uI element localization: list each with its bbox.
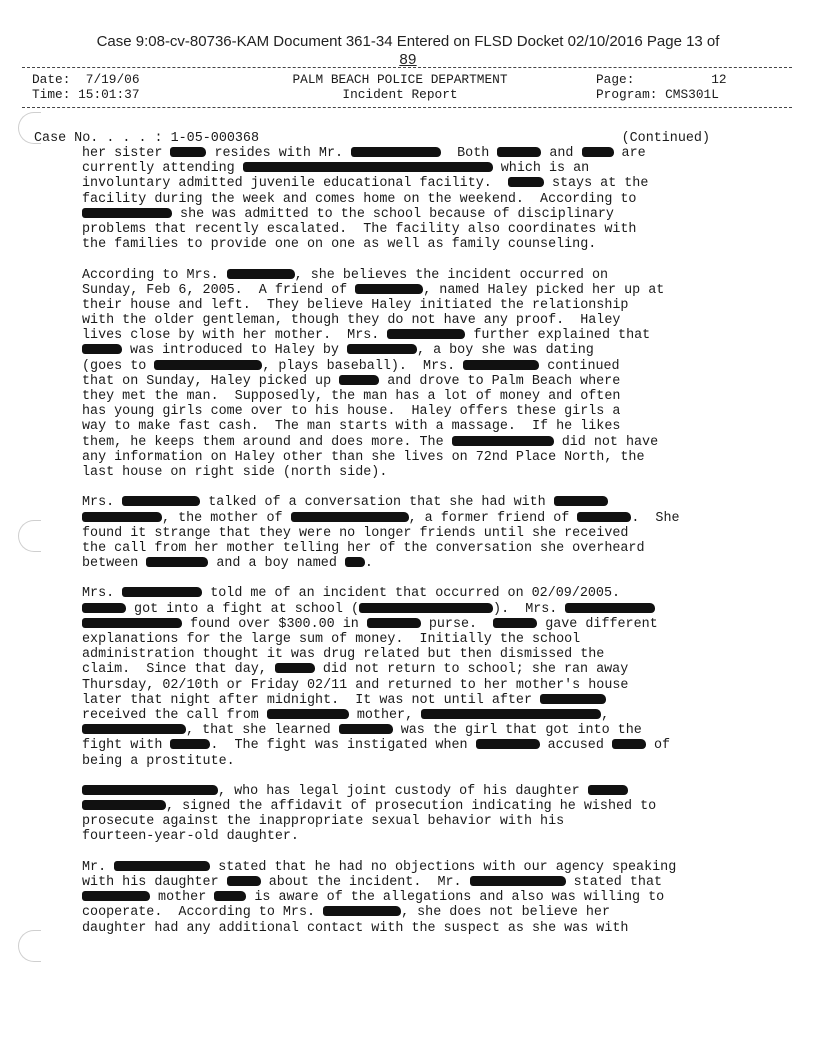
narrative-line — [82, 343, 762, 358]
narrative-line — [82, 313, 762, 328]
redaction-bar — [554, 496, 608, 506]
text-run: told me of an incident that occurred on 02/09/2005. — [202, 586, 621, 602]
redaction-bar — [82, 618, 182, 628]
narrative-line — [82, 860, 762, 875]
text-run: administration thought it was drug related but then dismissed the — [82, 647, 605, 663]
report-date-time — [32, 72, 140, 102]
narrative-line — [82, 723, 762, 738]
narrative-line — [82, 754, 762, 769]
page-number: 12 — [711, 72, 727, 87]
redaction-bar — [497, 147, 541, 157]
redaction-bar — [387, 329, 465, 339]
text-run: mother — [150, 890, 215, 906]
text-run: found it strange that they were no longer friends until she received — [82, 525, 629, 541]
narrative-line — [82, 693, 762, 708]
text-run: further explained that — [465, 328, 651, 344]
redaction-bar — [227, 876, 261, 886]
redaction-bar — [339, 724, 393, 734]
text-run: the call from her mother telling her of the conversation she overheard — [82, 540, 645, 556]
date-label: Date: — [32, 72, 71, 87]
narrative-line — [82, 662, 762, 677]
redaction-bar — [582, 147, 614, 157]
text-run: , she does not believe her — [401, 905, 611, 921]
redaction-bar — [565, 603, 655, 613]
narrative-line — [82, 556, 762, 571]
narrative-line — [82, 799, 762, 814]
text-run: and — [541, 146, 582, 161]
narrative-line — [82, 495, 762, 510]
narrative-line — [82, 419, 762, 434]
redaction-bar — [82, 724, 186, 734]
redaction-bar — [82, 344, 122, 354]
header-bottom-rule — [22, 107, 792, 108]
text-run: purse. — [420, 616, 494, 632]
redaction-bar — [345, 557, 365, 567]
text-run: last house on right side (north side). — [82, 464, 388, 480]
paragraph-gap — [82, 845, 762, 860]
text-run: claim. Since that day, — [82, 662, 275, 678]
narrative-line — [82, 617, 762, 632]
program-value: CMS301L — [665, 87, 719, 102]
court-filing-header — [0, 33, 816, 69]
narrative-line — [82, 268, 762, 283]
text-run: resides with Mr. — [206, 146, 352, 161]
text-run: was introduced to Haley by — [122, 343, 347, 359]
narrative-line — [82, 647, 762, 662]
report-narrative — [82, 146, 762, 936]
text-run: explanations for the large sum of money. Initially the school — [82, 632, 581, 647]
text-run: , that she learned — [186, 723, 339, 739]
text-run: , a boy she was dating — [417, 343, 594, 359]
text-run: she was admitted to the school because of disciplinary — [172, 206, 614, 222]
text-run: . The fight was instigated when — [210, 738, 476, 754]
continued-label: (Continued) — [621, 131, 710, 146]
narrative-line — [82, 161, 762, 176]
narrative-paragraph — [82, 495, 762, 571]
text-run: is aware of the allegations and also was willing to — [246, 890, 665, 906]
text-run: involuntary admitted juvenile educational facility. — [82, 176, 508, 192]
narrative-line — [82, 435, 762, 450]
narrative-line — [82, 192, 762, 207]
redaction-bar — [463, 360, 539, 370]
time-label: Time: — [32, 87, 71, 102]
text-run: has young girls come over to his house. Haley offers these girls a — [82, 404, 621, 420]
filing-header-total-pages: 89 — [399, 51, 417, 68]
text-run: , named Haley picked her up at — [423, 282, 665, 298]
text-run: gave different — [537, 616, 658, 632]
redaction-bar — [82, 891, 150, 901]
text-run: (goes to — [82, 358, 155, 374]
text-run: Thursday, 02/10th or Friday 02/11 and returned to her mother's house — [82, 677, 629, 693]
narrative-line — [82, 678, 762, 693]
text-run: their house and left. They believe Haley initiated the relationship — [82, 297, 629, 313]
text-run: Mrs. — [82, 495, 123, 511]
narrative-line — [82, 602, 762, 617]
text-run: fight with — [82, 738, 171, 754]
text-run: prosecute against the inappropriate sexual behavior with his — [82, 814, 565, 830]
narrative-paragraph — [82, 860, 762, 936]
narrative-line — [82, 283, 762, 298]
narrative-line — [82, 905, 762, 920]
narrative-line — [82, 875, 762, 890]
redaction-bar — [214, 891, 246, 901]
narrative-line — [82, 890, 762, 905]
case-number: Case No. . . . : 1-05-000368 — [34, 131, 259, 146]
text-run: them, he keeps them around and does more. The — [82, 434, 452, 450]
redaction-bar — [114, 861, 210, 871]
text-run: , who has legal joint custody of his daughter — [218, 783, 588, 799]
redaction-bar — [82, 785, 218, 795]
header-top-rule — [22, 67, 792, 68]
paragraph-gap — [82, 252, 762, 267]
text-run: that on Sunday, Haley picked up — [82, 373, 340, 389]
redaction-bar — [243, 162, 493, 172]
page-label: Page: — [596, 72, 635, 87]
narrative-line — [82, 298, 762, 313]
text-run: fourteen-year-old daughter. — [82, 829, 299, 845]
text-run: stated that — [565, 875, 663, 890]
punch-hole-middle — [18, 520, 41, 552]
text-run: later that night after midnight. It was not until after — [82, 692, 541, 708]
text-run: According to Mrs. — [82, 267, 227, 283]
text-run: stated that he had no objections with our agency speaking — [210, 859, 677, 875]
redaction-bar — [323, 906, 401, 916]
date-value: 7/19/06 — [85, 72, 140, 87]
text-run: Sunday, Feb 6, 2005. A friend of — [82, 282, 356, 298]
text-run: . — [364, 556, 373, 572]
redaction-bar — [347, 344, 417, 354]
text-run: received the call from — [82, 707, 267, 723]
text-run: , a former friend of — [408, 510, 578, 526]
case-number-line — [34, 131, 714, 146]
redaction-bar — [355, 284, 423, 294]
text-run: continued — [539, 358, 620, 374]
text-run: was the girl that got into the — [392, 723, 642, 739]
time-value: 15:01:37 — [78, 87, 140, 102]
redaction-bar — [367, 618, 421, 628]
redaction-bar — [82, 800, 166, 810]
text-run: accused — [539, 738, 612, 754]
redaction-bar — [122, 587, 202, 597]
narrative-line — [82, 237, 762, 252]
text-run: . She — [631, 510, 680, 526]
narrative-paragraph — [82, 268, 762, 481]
punch-hole-bottom — [18, 930, 41, 962]
narrative-line — [82, 738, 762, 753]
text-run: Mrs. — [82, 586, 123, 602]
redaction-bar — [612, 739, 646, 749]
narrative-line — [82, 176, 762, 191]
text-run: stays at the — [543, 176, 649, 192]
redaction-bar — [267, 709, 349, 719]
redaction-bar — [82, 512, 162, 522]
redaction-bar — [227, 269, 295, 279]
redaction-bar — [588, 785, 628, 795]
text-run: got into a fight at school ( — [126, 601, 360, 617]
text-run: did not return to school; she ran away — [314, 662, 629, 678]
text-run: the families to provide one on one as well as family counseling. — [82, 237, 597, 253]
text-run: found over $300.00 in — [182, 616, 367, 632]
text-run: being a prostitute. — [82, 753, 235, 769]
redaction-bar — [275, 663, 315, 673]
redaction-bar — [170, 739, 210, 749]
narrative-line — [82, 328, 762, 343]
narrative-line — [82, 450, 762, 465]
redaction-bar — [359, 603, 493, 613]
narrative-line — [82, 708, 762, 723]
paragraph-gap — [82, 571, 762, 586]
text-run: daughter had any additional contact with the suspect as she was with — [82, 920, 629, 936]
text-run: did not have — [553, 434, 659, 450]
redaction-bar — [82, 208, 172, 218]
narrative-line — [82, 146, 762, 161]
text-run: between — [82, 556, 147, 572]
text-run: which is an — [492, 161, 590, 177]
text-run: , signed the affidavit of prosecution indicating he wished to — [166, 799, 657, 815]
text-run: currently attending — [82, 161, 243, 177]
text-run: her sister — [82, 146, 171, 161]
narrative-line — [82, 389, 762, 404]
report-agency-block — [270, 72, 530, 102]
text-run: and a boy named — [208, 556, 345, 572]
narrative-line — [82, 829, 762, 844]
narrative-paragraph — [82, 784, 762, 845]
narrative-line — [82, 404, 762, 419]
redaction-bar — [82, 603, 126, 613]
narrative-line — [82, 784, 762, 799]
filing-header-text: Case 9:08-cv-80736-KAM Document 361-34 Entered on FLSD Docket 02/10/2016 Page 13 of — [96, 33, 720, 50]
text-run: facility during the week and comes home on the weekend. According to — [82, 191, 637, 207]
report-page-program — [596, 72, 727, 102]
text-run: cooperate. According to Mrs. — [82, 905, 324, 921]
program-label: Program: — [596, 87, 658, 102]
redaction-bar — [493, 618, 537, 628]
narrative-line — [82, 374, 762, 389]
text-run: talked of a conversation that she had with — [200, 495, 554, 511]
redaction-bar — [540, 694, 606, 704]
text-run: , plays baseball). Mrs. — [262, 358, 464, 374]
text-run: of — [645, 738, 671, 754]
text-run: Both — [441, 146, 498, 161]
redaction-bar — [508, 177, 544, 187]
text-run: lives close by with her mother. Mrs. — [82, 328, 388, 344]
text-run: any information on Haley other than she lives on 72nd Place North, the — [82, 449, 645, 465]
redaction-bar — [122, 496, 200, 506]
redaction-bar — [339, 375, 379, 385]
text-run: about the incident. Mr. — [260, 875, 470, 890]
text-run: , she believes the incident occurred on — [294, 267, 609, 283]
narrative-line — [82, 511, 762, 526]
paragraph-gap — [82, 480, 762, 495]
redaction-bar — [577, 512, 631, 522]
report-title: Incident Report — [342, 87, 458, 102]
text-run: way to make fast cash. The man starts with a massage. If he likes — [82, 419, 621, 435]
narrative-line — [82, 207, 762, 222]
text-run: problems that recently escalated. The facility also coordinates with — [82, 221, 637, 237]
redaction-bar — [146, 557, 208, 567]
narrative-line — [82, 359, 762, 374]
text-run: with his daughter — [82, 875, 227, 890]
narrative-line — [82, 541, 762, 556]
narrative-paragraph — [82, 146, 762, 252]
text-run: mother, — [348, 707, 422, 723]
text-run: Mr. — [82, 859, 115, 875]
paragraph-gap — [82, 769, 762, 784]
text-run: , the mother of — [162, 510, 291, 526]
narrative-line — [82, 465, 762, 480]
text-run: with the older gentleman, though they do not have any proof. Haley — [82, 313, 621, 329]
narrative-paragraph — [82, 586, 762, 768]
narrative-line — [82, 632, 762, 647]
text-run: , — [601, 707, 610, 723]
text-run: and drove to Palm Beach where — [379, 373, 621, 389]
text-run: ). Mrs. — [493, 601, 566, 617]
redaction-bar — [351, 147, 441, 157]
redaction-bar — [291, 512, 409, 522]
text-run: they met the man. Supposedly, the man has a lot of money and often — [82, 389, 621, 404]
redaction-bar — [452, 436, 554, 446]
narrative-line — [82, 222, 762, 237]
redaction-bar — [170, 147, 206, 157]
redaction-bar — [154, 360, 262, 370]
narrative-line — [82, 586, 762, 601]
redaction-bar — [470, 876, 566, 886]
narrative-line — [82, 921, 762, 936]
narrative-line — [82, 526, 762, 541]
agency-name: PALM BEACH POLICE DEPARTMENT — [292, 72, 508, 87]
text-run: are — [613, 146, 646, 161]
narrative-line — [82, 814, 762, 829]
redaction-bar — [421, 709, 601, 719]
redaction-bar — [476, 739, 540, 749]
